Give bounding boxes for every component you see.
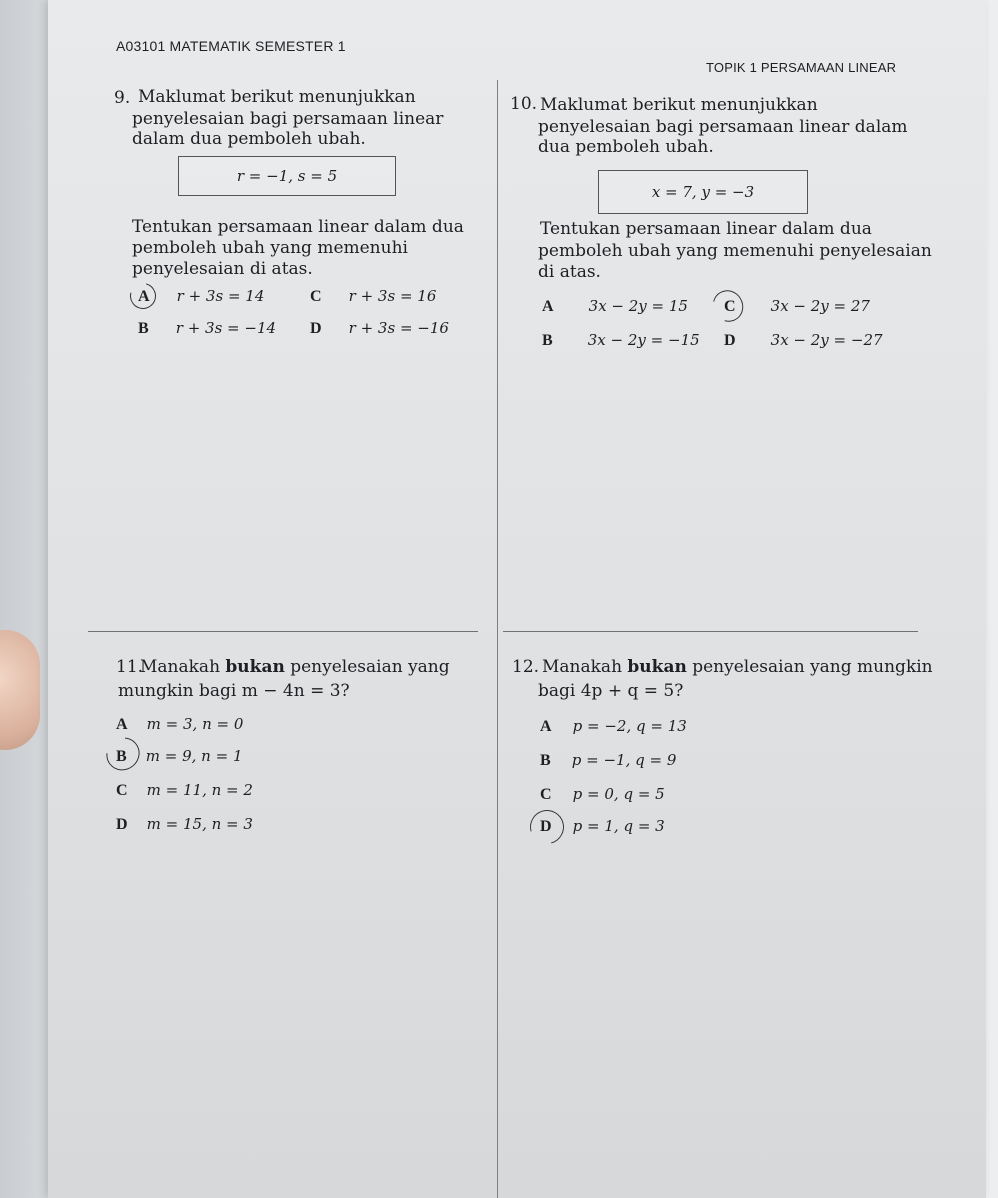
finger — [0, 630, 40, 750]
question-text: dua pemboleh ubah. — [538, 137, 714, 157]
option-c[interactable] — [540, 784, 665, 804]
option-equation: p = −1, q = 9 — [571, 751, 677, 769]
given-solution-box: r = −1, s = 5 — [178, 156, 396, 196]
option-letter: A — [138, 288, 150, 305]
option-equation: r + 3s = −16 — [348, 319, 449, 337]
option-letter: B — [542, 332, 553, 349]
option-letter: C — [724, 298, 736, 315]
question-text: Tentukan persamaan linear dalam dua — [540, 219, 872, 239]
emphasis-text: bukan — [225, 657, 285, 677]
option-a[interactable] — [542, 296, 688, 316]
option-letter: A — [116, 716, 128, 733]
option-letter: D — [724, 332, 736, 349]
option-letter: C — [310, 288, 322, 305]
text-segment: Manakah — [542, 657, 628, 677]
option-b[interactable] — [542, 330, 700, 350]
option-equation: m = 9, n = 1 — [145, 747, 243, 765]
option-equation: 3x − 2y = −15 — [587, 331, 700, 349]
question-text: di atas. — [538, 262, 601, 282]
question-number: 10. — [510, 94, 538, 114]
option-letter: D — [540, 818, 552, 835]
worksheet-page — [48, 0, 986, 1198]
question-text — [542, 656, 933, 678]
text-segment: Manakah — [140, 657, 226, 677]
question-number: 11. — [116, 657, 144, 677]
question-text: penyelesaian bagi persamaan linear dalam — [538, 117, 908, 137]
option-letter: B — [116, 748, 127, 765]
option-d[interactable] — [116, 814, 253, 834]
question-text: bagi 4p + q = 5? — [538, 681, 684, 701]
option-letter: B — [540, 752, 551, 769]
row-divider-left — [88, 631, 478, 632]
answer-circle-mark — [125, 278, 161, 314]
option-equation: m = 3, n = 0 — [146, 715, 244, 733]
question-text: pemboleh ubah yang memenuhi penyelesaian — [538, 241, 932, 261]
option-b[interactable] — [138, 318, 276, 338]
option-equation: r + 3s = −14 — [175, 319, 277, 337]
question-text: penyelesaian di atas. — [132, 259, 313, 279]
question-text: penyelesaian bagi persamaan linear — [132, 109, 444, 129]
row-divider-right — [503, 631, 918, 632]
question-text: Tentukan persamaan linear dalam dua — [132, 217, 464, 237]
option-c[interactable] — [724, 296, 870, 316]
option-letter: A — [540, 718, 552, 735]
option-a[interactable] — [540, 716, 687, 736]
option-letter: C — [540, 786, 552, 803]
question-text — [140, 656, 450, 678]
option-equation: 3x − 2y = 15 — [588, 297, 688, 315]
text-segment: penyelesaian yang — [284, 657, 450, 677]
given-solution-box: x = 7, y = −3 — [598, 170, 808, 214]
option-equation: p = 0, q = 5 — [572, 785, 665, 803]
option-b[interactable] — [540, 750, 676, 770]
header-right: TOPIK 1 PERSAMAAN LINEAR — [706, 60, 897, 75]
text-segment: penyelesaian yang mungkin — [686, 657, 933, 677]
answer-circle-mark — [100, 731, 147, 777]
option-equation: m = 15, n = 3 — [146, 815, 253, 833]
header-left: A03101 MATEMATIK SEMESTER 1 — [116, 38, 346, 54]
option-equation: m = 11, n = 2 — [146, 781, 253, 799]
question-number: 12. — [512, 657, 540, 677]
answer-circle-mark — [524, 804, 570, 850]
option-equation: 3x − 2y = −27 — [770, 331, 883, 349]
question-text: Maklumat berikut menunjukkan — [540, 95, 818, 115]
option-letter: B — [138, 320, 149, 337]
answer-circle-mark — [707, 285, 749, 328]
option-letter: C — [116, 782, 128, 799]
option-equation: 3x − 2y = 27 — [770, 297, 870, 315]
option-equation: r + 3s = 14 — [176, 287, 265, 305]
question-text: dalam dua pemboleh ubah. — [132, 129, 366, 149]
question-text: pemboleh ubah yang memenuhi — [132, 238, 408, 258]
option-d[interactable] — [724, 330, 883, 350]
option-d[interactable] — [310, 318, 449, 338]
option-letter: A — [542, 298, 554, 315]
option-c[interactable] — [310, 286, 436, 306]
question-text: Maklumat berikut menunjukkan — [138, 87, 416, 107]
question-text: mungkin bagi m − 4n = 3? — [118, 681, 350, 701]
column-divider — [497, 80, 498, 1198]
option-a[interactable] — [116, 714, 243, 734]
option-c[interactable] — [116, 780, 253, 800]
option-equation: r + 3s = 16 — [348, 287, 437, 305]
option-equation: p = 1, q = 3 — [572, 817, 665, 835]
option-a[interactable] — [138, 286, 264, 306]
question-number: 9. — [114, 88, 131, 108]
option-equation: p = −2, q = 13 — [572, 717, 687, 735]
option-letter: D — [310, 320, 322, 337]
option-letter: D — [116, 816, 128, 833]
emphasis-text: bukan — [627, 657, 687, 677]
